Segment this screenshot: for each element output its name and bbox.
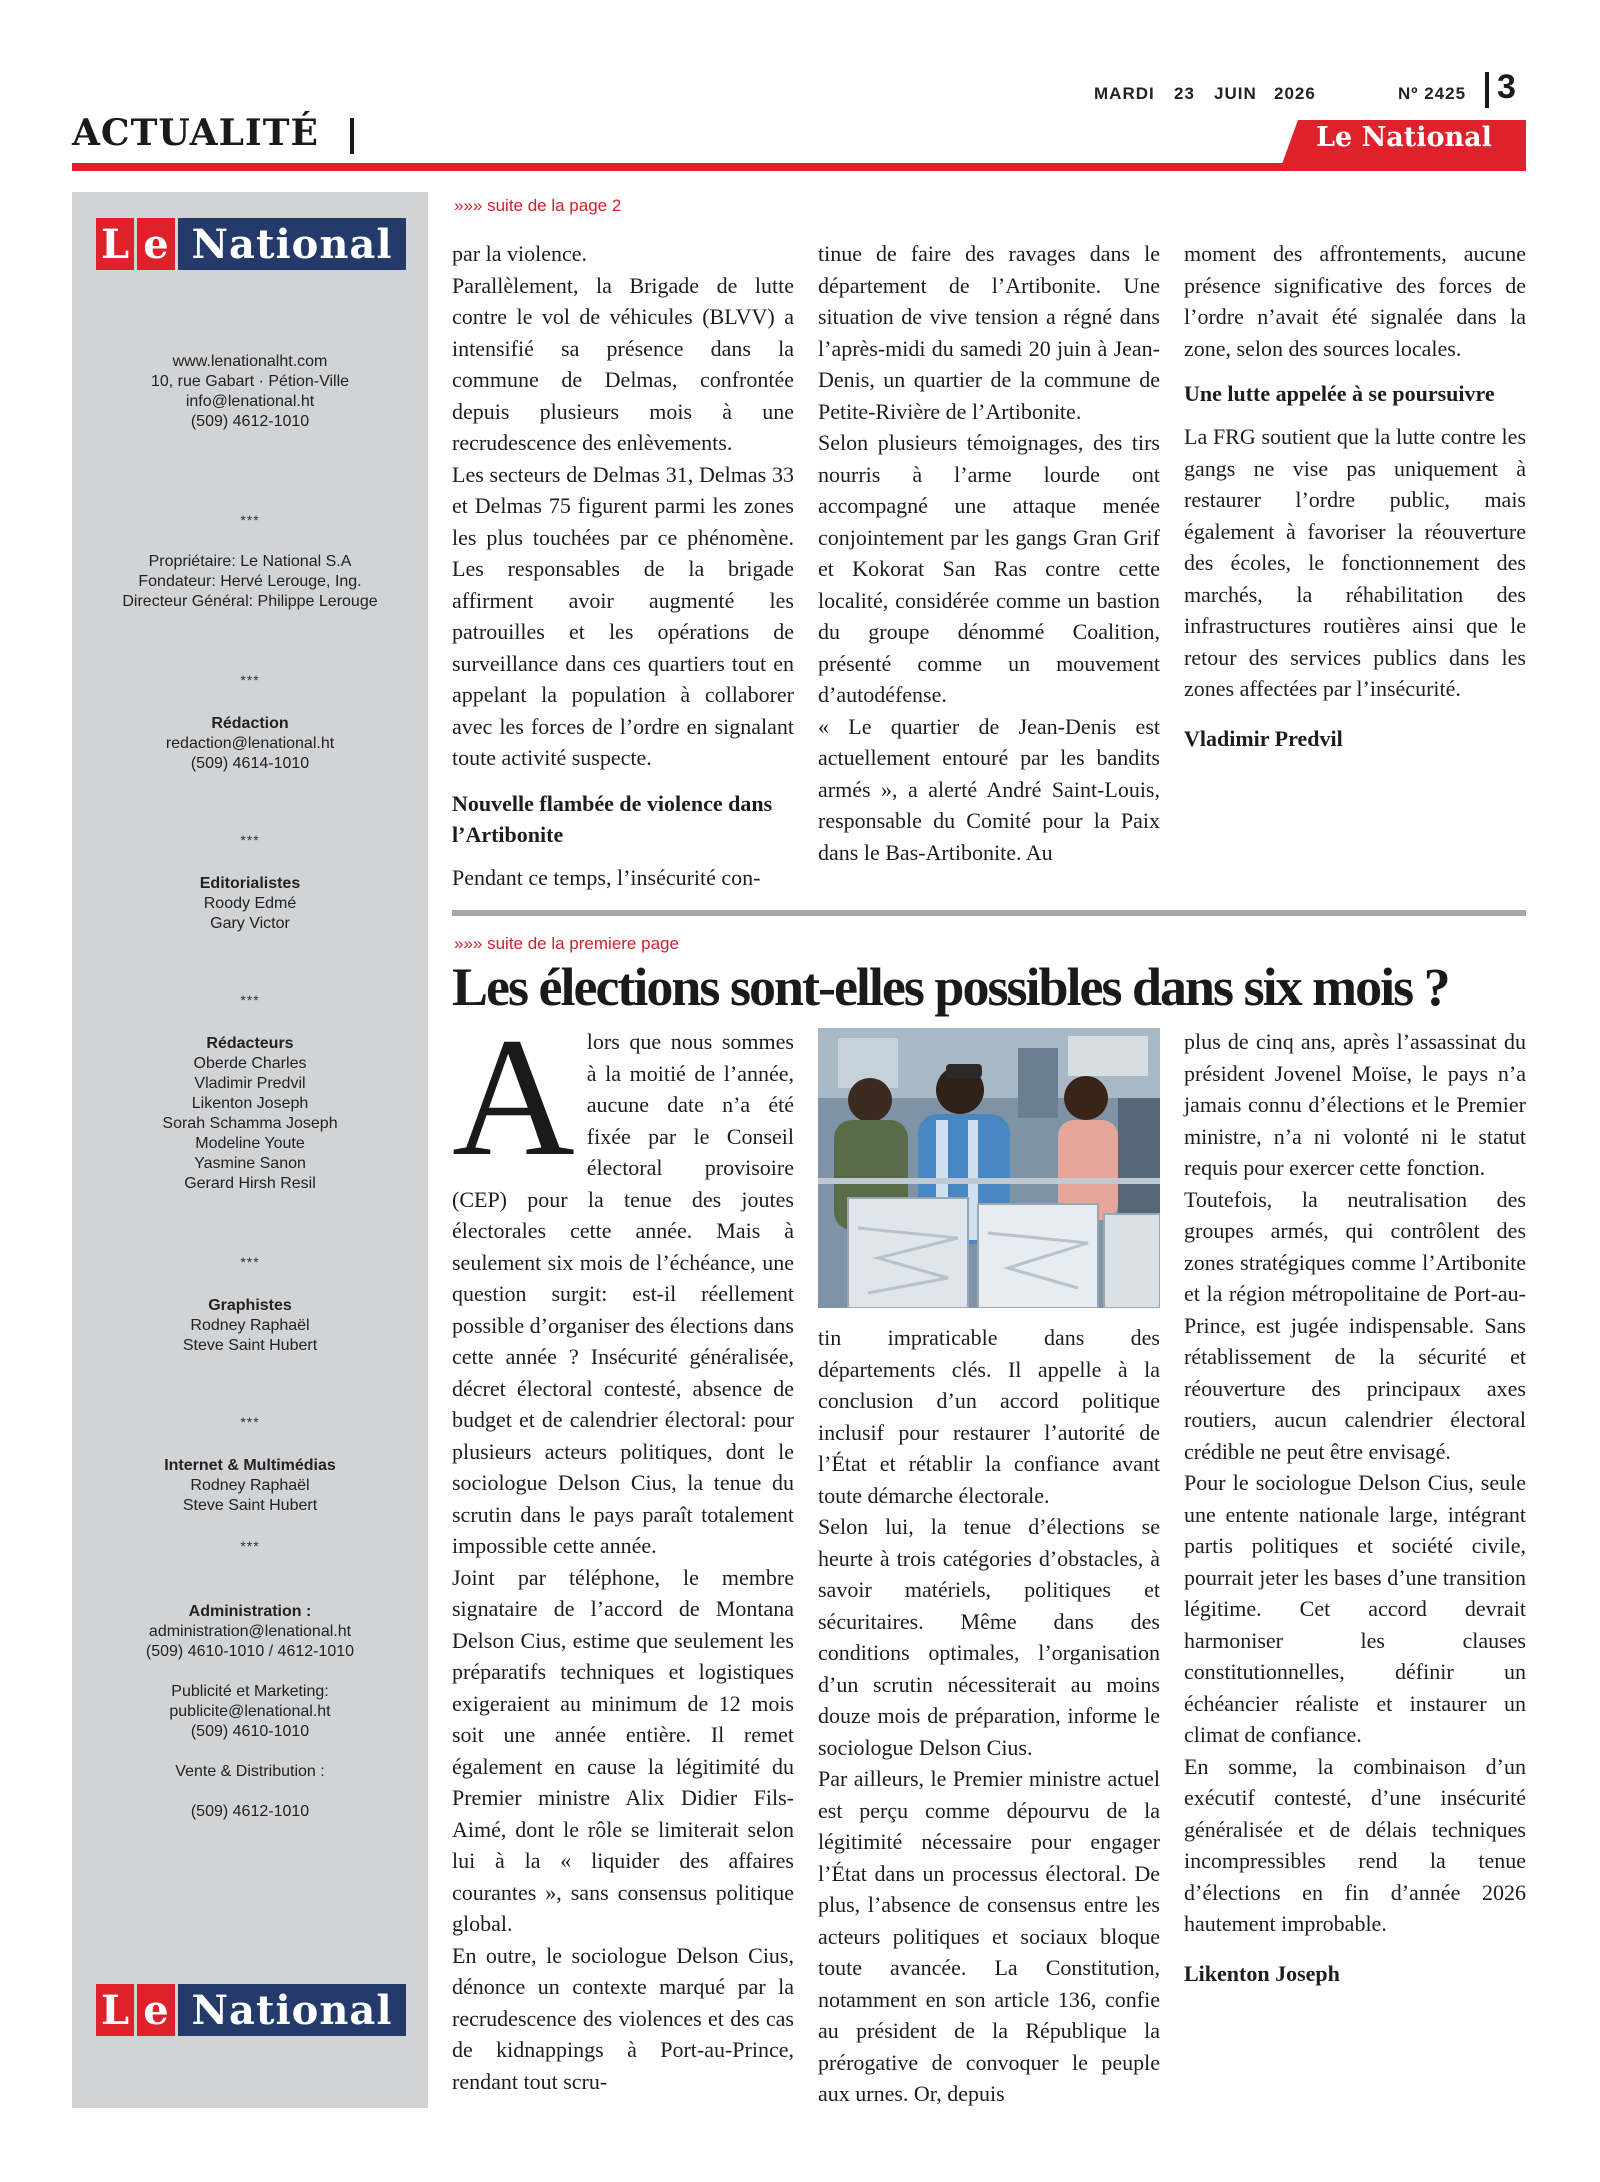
- internet-name: Rodney Raphaël: [190, 1477, 310, 1494]
- paragraph: Pendant ce temps, l’insécurité con-: [452, 864, 761, 890]
- founder: Fondateur: Hervé Lerouge, Ing.: [138, 573, 362, 590]
- headline: Les élections sont-elles possibles dans six mois ?: [452, 957, 1449, 1017]
- paragraph: lors que nous sommes à la moitié de l’année, aucune date n’a été fixée par le Conseil électoral provisoire (CEP) pour la tenue des joutes électorales cette année. Mais à seulement six mois de l’échéance, une question surgit: est-il réellement possible d’organiser des élections dans cette année ? Insécurité généralisée, décret électoral contesté, absence de budget et de calendrier électoral: pour plusieurs acteurs politiques, dont le sociologue Delson Cius, la tenue du scrutin dans le pays paraît totalement impossible cette année.: [452, 1029, 794, 1558]
- email: info@lenational.ht: [185, 393, 315, 410]
- separator-stars: ***: [240, 992, 260, 1008]
- issue-number: Nº 2425: [1398, 84, 1467, 103]
- article-separator: [452, 910, 1526, 916]
- redacteur-name: Vladimir Predvil: [194, 1075, 306, 1092]
- subheading: Une lutte appelée à se poursuivre: [1184, 381, 1495, 406]
- logo-word-national: National: [178, 1984, 406, 2036]
- editorialistes-title: Editorialistes: [199, 875, 301, 892]
- page-number-divider: [1485, 72, 1489, 108]
- redacteur-name: Oberde Charles: [193, 1055, 307, 1072]
- graphiste-name: Rodney Raphaël: [190, 1317, 310, 1334]
- date-year: 2026: [1274, 84, 1316, 103]
- internet-title: Internet & Multimédias: [164, 1457, 336, 1474]
- paragraph: Pour le sociologue Delson Cius, seule une entente nationale large, intégrant partis politiques et société civile, pourrait jeter les bases d’une transition légitime. Cet accord devrait harmoniser les clauses constitutionnelles, définir un échéancier réaliste et instaurer un climat de confiance.: [1184, 1470, 1526, 1747]
- masthead-sidebar: [72, 192, 428, 2108]
- contact-info: [72, 352, 428, 432]
- paragraph: « Le quartier de Jean-Denis est actuellement entouré par les bandits armés », a alerté André Saint-Louis, responsable du Comité pour la Paix dans le Bas-Artibonite. Au: [818, 713, 1160, 865]
- graphistes-block: [72, 1296, 428, 1356]
- paragraph: Selon lui, la tenue d’élections se heurte à trois catégories d’obstacles, à savoir matériels, politiques et sécuritaires. Même dans des conditions optimales, l’organisation d’un scrutin nécessiterait au moins douze mois de préparation, informe le sociologue Delson Cius.: [818, 1514, 1160, 1760]
- continuation-kicker: »»» suite de la premiere page: [454, 934, 679, 953]
- administration-phone: (509) 4610-1010 / 4612-1010: [145, 1643, 355, 1660]
- section-divider: [350, 118, 354, 154]
- redacteurs-title: Rédacteurs: [206, 1035, 294, 1052]
- article1-column1: [452, 238, 794, 893]
- ownership-info: [72, 552, 428, 612]
- vente-title: Vente & Distribution :: [175, 1763, 325, 1780]
- phone: (509) 4612-1010: [190, 413, 310, 430]
- address: 10, rue Gabart · Pétion-Ville: [150, 373, 350, 390]
- section-label: ACTUALITÉ: [72, 112, 319, 154]
- internet-block: [72, 1456, 428, 1516]
- editorialiste-name: Roody Edmé: [203, 895, 297, 912]
- separator-stars: ***: [240, 832, 260, 848]
- publicite-phone: (509) 4610-1010: [190, 1723, 310, 1740]
- le-national-logo-bottom: [96, 1984, 406, 2036]
- logo-letter-e: e: [137, 218, 175, 270]
- byline: Vladimir Predvil: [1184, 725, 1343, 751]
- editorialiste-name: Gary Victor: [210, 915, 290, 932]
- date-month: JUIN: [1214, 84, 1257, 103]
- graphistes-title: Graphistes: [208, 1297, 292, 1314]
- paragraph: Joint par téléphone, le membre signataire de l’accord de Montana Delson Cius, estime que seulement les préparatifs techniques et logistiques exigeraient au minimum de 12 mois soit une année entière. Il remet également en cause la légitimité du Premier ministre Alix Didier Fils-Aimé, dont le rôle se limiterait selon lui à la « liquider des affaires courantes », sans consensus politique global.: [452, 1564, 794, 1936]
- redacteur-name: Modeline Youte: [195, 1135, 305, 1152]
- paragraph: La FRG soutient que la lutte contre les gangs ne vise pas uniquement à restaurer l’ordre public, mais également à favoriser la réouverture des écoles, le fonctionnement des marchés, la réhabilitation des infrastructures routières ainsi que le retour des services publics dans les zones affectées par l’insécurité.: [1184, 424, 1526, 701]
- redaction-email: redaction@lenational.ht: [165, 735, 335, 752]
- redacteur-name: Likenton Joseph: [191, 1095, 309, 1112]
- election-photo: [818, 1028, 1160, 1308]
- redacteur-name: Sorah Schamma Joseph: [162, 1115, 338, 1132]
- logo-letter-l: L: [96, 218, 134, 270]
- logo-word-national: National: [178, 218, 406, 270]
- article2-column3: [1184, 1026, 1526, 1989]
- paragraph: Toutefois, la neutralisation des groupes armés, qui contrôlent des zones stratégiques comme l’Artibonite et la région métropolitaine de Port-au-Prince, est jugée indispensable. Sans rétablissement de la sécurité et réouverture des principaux axes routiers, aucun calendrier électoral crédible ne peut être envisagé.: [1184, 1186, 1526, 1464]
- paragraph: En outre, le sociologue Delson Cius, dénonce un contexte marqué par la recrudescence des violences et des cas de kidnappings à Port-au-Prince, rendant tout scru-: [452, 1942, 794, 2094]
- separator-stars: ***: [240, 1538, 260, 1554]
- publicite-block: [72, 1682, 428, 1742]
- website: www.lenationalht.com: [172, 353, 328, 370]
- article1-column3: [1184, 238, 1526, 754]
- publicite-title: Publicité et Marketing:: [171, 1683, 329, 1700]
- article1-column2: [818, 238, 1160, 868]
- redaction-phone: (509) 4614-1010: [190, 755, 310, 772]
- administration-email: administration@lenational.ht: [148, 1623, 352, 1640]
- graphiste-name: Steve Saint Hubert: [182, 1337, 318, 1354]
- drop-cap: A: [452, 1003, 575, 1191]
- redaction-block: [72, 714, 428, 774]
- header-rule: [72, 163, 1526, 171]
- paragraph: Selon plusieurs témoignages, des tirs nourris à l’arme lourde ont accompagné une attaque menée conjointement par les gangs Gran Grif et Kokorat San Ras contre cette localité, considérée comme un bastion du groupe dénommé Coalition, présenté comme un mouvement d’autodéfense.: [818, 430, 1160, 707]
- separator-stars: ***: [240, 672, 260, 688]
- vente-block: [72, 1762, 428, 1822]
- paragraph: moment des affrontements, aucune présence significative des forces de l’ordre n’avait été signalée dans la zone, selon des sources locales.: [1184, 241, 1526, 361]
- subheading: Nouvelle flambée de violence dans l’Artibonite: [452, 790, 773, 847]
- general-director: Directeur Général: Philippe Lerouge: [122, 593, 378, 610]
- owner: Propriétaire: Le National S.A: [148, 553, 352, 570]
- paragraph: Les secteurs de Delmas 31, Delmas 33 et Delmas 75 figurent parmi les zones les plus touchées par ce phénomène. Les responsables de la brigade affirment avoir augmenté les patrouilles et les opérations de surveillance dans ces quartiers tout en appelant la population à collaborer avec les forces de l’ordre en signalant toute activité suspecte.: [452, 461, 794, 770]
- redacteurs-block: [72, 1034, 428, 1194]
- le-national-logo-top: [96, 218, 406, 270]
- paragraph: En somme, la combinaison d’un exécutif contesté, d’une insécurité généralisée et de délais techniques incompressibles rend la tenue d’élections en fin d’année 2026 hautement improbable.: [1184, 1753, 1526, 1936]
- page-number: 3: [1497, 68, 1516, 106]
- logo-letter-l: L: [96, 1984, 134, 2036]
- article2-column2: [818, 1322, 1160, 2110]
- administration-title: Administration :: [188, 1603, 312, 1620]
- separator-stars: ***: [240, 1254, 260, 1270]
- publicite-email: publicite@lenational.ht: [169, 1703, 331, 1720]
- byline: Likenton Joseph: [1184, 1960, 1340, 1986]
- paragraph: par la violence.: [452, 241, 587, 266]
- redacteur-name: Yasmine Sanon: [194, 1155, 306, 1172]
- separator-stars: ***: [240, 512, 260, 528]
- separator-stars: ***: [240, 1414, 260, 1430]
- continuation-kicker: »»» suite de la page 2: [454, 196, 622, 215]
- redaction-title: Rédaction: [211, 715, 289, 732]
- paragraph: tin impraticable dans des départements clés. Il appelle à la conclusion d’un accord politique inclusif pour restaurer l’autorité de l’État et rétablir la confiance avant toute démarche électorale.: [818, 1325, 1160, 1508]
- administration-block: [72, 1602, 428, 1662]
- logo-letter-e: e: [137, 1984, 175, 2036]
- date-number: 23: [1174, 84, 1195, 103]
- editorialistes-block: [72, 874, 428, 934]
- date-day: MARDI: [1094, 84, 1155, 103]
- vente-phone: (509) 4612-1010: [190, 1803, 310, 1820]
- internet-name: Steve Saint Hubert: [182, 1497, 318, 1514]
- paragraph: tinue de faire des ravages dans le département de l’Artibonite. Une situation de vive tension a régné dans l’après-midi du samedi 20 juin à Jean-Denis, un quartier de la commune de Petite-Rivière de l’Artibonite.: [818, 241, 1160, 424]
- paragraph: Parallèlement, la Brigade de lutte contre le vol de véhicules (BLVV) a intensifié sa présence dans la commune de Delmas, confrontée depuis plusieurs mois à une recrudescence des enlèvements.: [452, 272, 794, 455]
- paragraph: Par ailleurs, le Premier ministre actuel est perçu comme dépourvu de la légitimité nécessaire pour engager l’État dans un processus électoral. De plus, l’absence de consensus entre les acteurs politiques et sociaux bloque toute avancée. La Constitution, notamment en son article 136, confie au président de la République la prérogative de convoquer le peuple aux urnes. Or, depuis: [818, 1766, 1160, 2106]
- paragraph: plus de cinq ans, après l’assassinat du président Jovenel Moïse, le pays n’a jamais connu d’élections et le Premier ministre, n’a ni volonté ni le statut requis pour exercer cette fonction.: [1184, 1029, 1526, 1180]
- article2-column1: [452, 1003, 794, 2097]
- brand-tab-label: Le National: [1316, 122, 1492, 153]
- redacteur-name: Gerard Hirsh Resil: [184, 1175, 316, 1192]
